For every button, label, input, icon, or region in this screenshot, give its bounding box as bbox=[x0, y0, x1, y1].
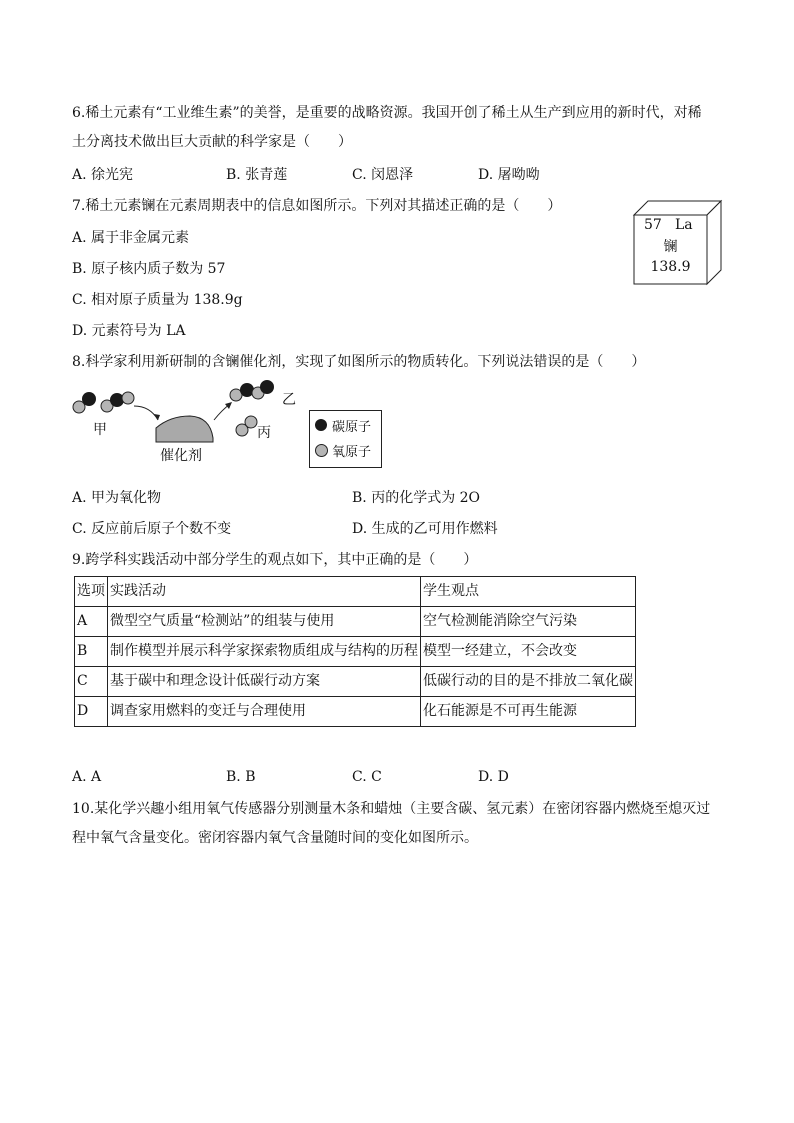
oxygen-atom bbox=[122, 392, 134, 404]
q8-stem: 8.科学家利用新研制的含镧催化剂，实现了如图所示的物质转化。下列说法错误的是（ ） bbox=[72, 354, 646, 370]
q6-option-b[interactable]: B. 张青莲 bbox=[226, 167, 288, 183]
q9-option-d[interactable]: D. D bbox=[478, 769, 509, 785]
q8-option-a[interactable]: A. 甲为氧化物 bbox=[72, 490, 162, 506]
table-cell: C bbox=[75, 667, 108, 697]
table-cell: 微型空气质量“检测站”的组装与使用 bbox=[108, 607, 421, 637]
q9-table bbox=[74, 576, 636, 727]
carbon-legend-icon bbox=[315, 419, 327, 431]
q10-stem-line1: 10.某化学兴趣小组用氧气传感器分别测量木条和蜡烛（主要含碳、氢元素）在密闭容器内燃烧至熄灭过 bbox=[72, 801, 711, 817]
q7-stem: 7.稀土元素镧在元素周期表中的信息如图所示。下列对其描述正确的是（ ） bbox=[72, 198, 562, 214]
table-cell: 空气检测能消除空气污染 bbox=[421, 607, 636, 637]
table-cell: 调查家用燃料的变迁与合理使用 bbox=[108, 697, 421, 727]
q8-option-b[interactable]: B. 丙的化学式为 2O bbox=[352, 490, 481, 506]
table-row bbox=[75, 667, 636, 697]
table-cell: 低碳行动的目的是不排放二氧化碳 bbox=[421, 667, 636, 697]
carbon-atom bbox=[82, 392, 96, 406]
legend-oxygen-label: 氧原子 bbox=[332, 445, 372, 460]
q6-option-c[interactable]: C. 闵恩泽 bbox=[352, 167, 414, 183]
q7-option-d[interactable]: D. 元素符号为 LA bbox=[72, 323, 186, 339]
q10-stem-line2: 程中氧气含量变化。密闭容器内氧气含量随时间的变化如图所示。 bbox=[72, 830, 478, 846]
table-header: 选项 bbox=[75, 577, 108, 607]
element-mass: 138.9 bbox=[650, 259, 691, 275]
element-symbol: La bbox=[675, 217, 693, 233]
q9-option-a[interactable]: A. A bbox=[72, 769, 102, 785]
oxygen-atom bbox=[245, 416, 257, 428]
table-cell: 基于碳中和理念设计低碳行动方案 bbox=[108, 667, 421, 697]
label-jia: 甲 bbox=[93, 422, 107, 438]
table-cell: D bbox=[75, 697, 108, 727]
reaction-arrow-in bbox=[134, 406, 158, 420]
label-bing: 丙 bbox=[257, 425, 271, 441]
q9-option-c[interactable]: C. C bbox=[352, 769, 382, 785]
q9-option-b[interactable]: B. B bbox=[226, 769, 256, 785]
table-cell: 制作模型并展示科学家探索物质组成与结构的历程 bbox=[108, 637, 421, 667]
q7-option-b[interactable]: B. 原子核内质子数为 57 bbox=[72, 261, 226, 277]
table-cell: 化石能源是不可再生能源 bbox=[421, 697, 636, 727]
q9-stem: 9.跨学科实践活动中部分学生的观点如下，其中正确的是（ ） bbox=[72, 552, 478, 568]
element-atomic-number: 57 bbox=[644, 217, 662, 233]
legend-carbon-label: 碳原子 bbox=[332, 420, 372, 435]
table-header: 学生观点 bbox=[421, 577, 636, 607]
q6-option-d[interactable]: D. 屠呦呦 bbox=[478, 167, 540, 183]
q7-option-a[interactable]: A. 属于非金属元素 bbox=[72, 230, 190, 246]
q7-option-c[interactable]: C. 相对原子质量为 138.9g bbox=[72, 292, 243, 308]
element-card bbox=[634, 215, 707, 275]
table-cell: A bbox=[75, 607, 108, 637]
label-yi: 乙 bbox=[282, 392, 296, 408]
table-header-row bbox=[75, 577, 636, 607]
q6-stem-line2: 土分离技术做出巨大贡献的科学家是（ ） bbox=[72, 134, 352, 150]
table-cell: B bbox=[75, 637, 108, 667]
element-name: 镧 bbox=[663, 239, 678, 255]
q6-stem-line1: 6.稀土元素有“工业维生素”的美誉，是重要的战略资源。我国开创了稀土从生产到应用的新时代，对稀 bbox=[72, 105, 702, 121]
table-cell: 模型一经建立，不会改变 bbox=[421, 637, 636, 667]
oxygen-legend-icon bbox=[315, 444, 328, 457]
q8-option-d[interactable]: D. 生成的乙可用作燃料 bbox=[352, 521, 498, 537]
carbon-atom bbox=[260, 380, 274, 394]
atom-legend bbox=[309, 410, 382, 468]
catalyst-shape bbox=[156, 416, 213, 442]
table-header: 实践活动 bbox=[108, 577, 421, 607]
table-row bbox=[75, 607, 636, 637]
label-catalyst: 催化剂 bbox=[160, 448, 202, 464]
table-row bbox=[75, 637, 636, 667]
q8-option-c[interactable]: C. 反应前后原子个数不变 bbox=[72, 521, 232, 537]
q6-option-a[interactable]: A. 徐光宪 bbox=[72, 167, 134, 183]
table-row bbox=[75, 697, 636, 727]
